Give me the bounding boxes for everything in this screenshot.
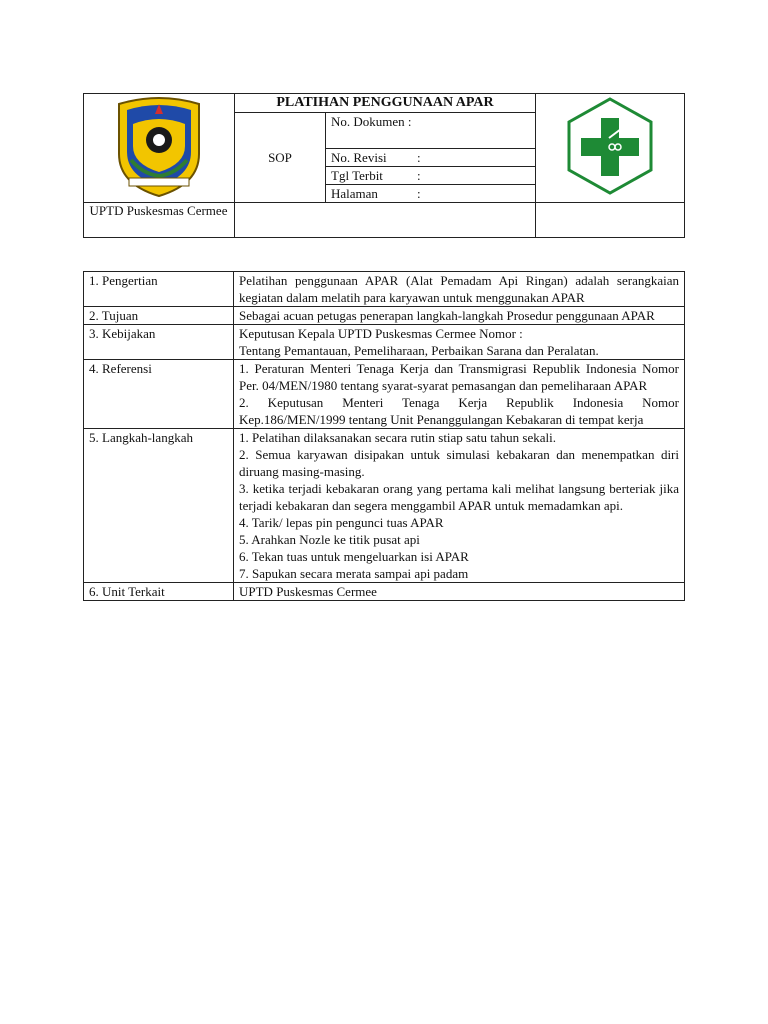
section-content <box>234 360 685 429</box>
tgl-terbit-field: Tgl Terbit : <box>326 167 536 185</box>
section-line: 7. Sapukan secara merata sampai api padam <box>239 566 469 581</box>
section-row <box>84 360 685 429</box>
puskesmas-logo-icon <box>565 96 655 196</box>
section-line: 1. Pelatihan dilaksanakan secara rutin stiap satu tahun sekali. <box>239 430 556 445</box>
section-line: Sebagai acuan petugas penerapan langkah-langkah Prosedur penggunaan APAR <box>239 308 655 323</box>
section-line: UPTD Puskesmas Cermee <box>239 584 377 599</box>
section-row <box>84 583 685 601</box>
unit-name: UPTD Puskesmas Cermee <box>89 203 228 218</box>
section-line: 2. Semua karyawan disipakan untuk simulasi kebakaran dan menempatkan diri diruang masing-masing. <box>239 447 679 479</box>
section-label: 6. Unit Terkait <box>84 583 234 601</box>
section-label: 4. Referensi <box>84 360 234 429</box>
right-logo-cell <box>536 94 685 203</box>
section-label: 1. Pengertian <box>84 272 234 307</box>
section-line: Pelatihan penggunaan APAR (Alat Pemadam Api Ringan) adalah serangkaian kegiatan dalam melatih para karyawan untuk menggunakan APAR <box>239 273 679 305</box>
section-content <box>234 429 685 583</box>
section-content <box>234 325 685 360</box>
section-label: 3. Kebijakan <box>84 325 234 360</box>
section-line: 1. Peraturan Menteri Tenaga Kerja dan Transmigrasi Republik Indonesia Nomor Per. 04/MEN/1980 tentang syarat-syarat pemasangan dan pemeliharaan APAR <box>239 361 679 393</box>
sop-label: SOP <box>235 113 326 203</box>
section-line: 4. Tarik/ lepas pin pengunci tuas APAR <box>239 515 444 530</box>
no-revisi-field: No. Revisi : <box>326 149 536 167</box>
header-blank-cell-right <box>536 203 685 238</box>
regency-emblem-icon <box>113 94 205 198</box>
section-row <box>84 325 685 360</box>
section-row <box>84 272 685 307</box>
section-content <box>234 272 685 307</box>
section-row <box>84 429 685 583</box>
section-line: 6. Tekan tuas untuk mengeluarkan isi APAR <box>239 549 469 564</box>
section-content <box>234 307 685 325</box>
section-line: 3. ketika terjadi kebakaran orang yang pertama kali melihat langsung berteriak jika terjadi kebakaran dan segera menggambil APAR untuk memadamkan api. <box>239 481 679 513</box>
section-content <box>234 583 685 601</box>
section-line: Tentang Pemantauan, Pemeliharaan, Perbaikan Sarana dan Peralatan. <box>239 343 599 358</box>
section-line: 5. Arahkan Nozle ke titik pusat api <box>239 532 420 547</box>
sop-content-table <box>83 271 685 601</box>
section-line: Keputusan Kepala UPTD Puskesmas Cermee Nomor : <box>239 326 523 341</box>
left-logo-cell <box>84 94 235 203</box>
section-label: 5. Langkah-langkah <box>84 429 234 583</box>
section-label: 2. Tujuan <box>84 307 234 325</box>
section-row <box>84 307 685 325</box>
section-line: 2. Keputusan Menteri Tenaga Kerja Republik Indonesia Nomor Kep.186/MEN/1999 tentang Unit Penanggulangan Kebakaran di tempat kerja <box>239 395 679 427</box>
sop-title: PLATIHAN PENGGUNAAN APAR <box>235 94 536 113</box>
no-dokumen-field: No. Dokumen : <box>326 113 536 149</box>
header-blank-cell <box>235 203 536 238</box>
halaman-field: Halaman : <box>326 185 536 203</box>
